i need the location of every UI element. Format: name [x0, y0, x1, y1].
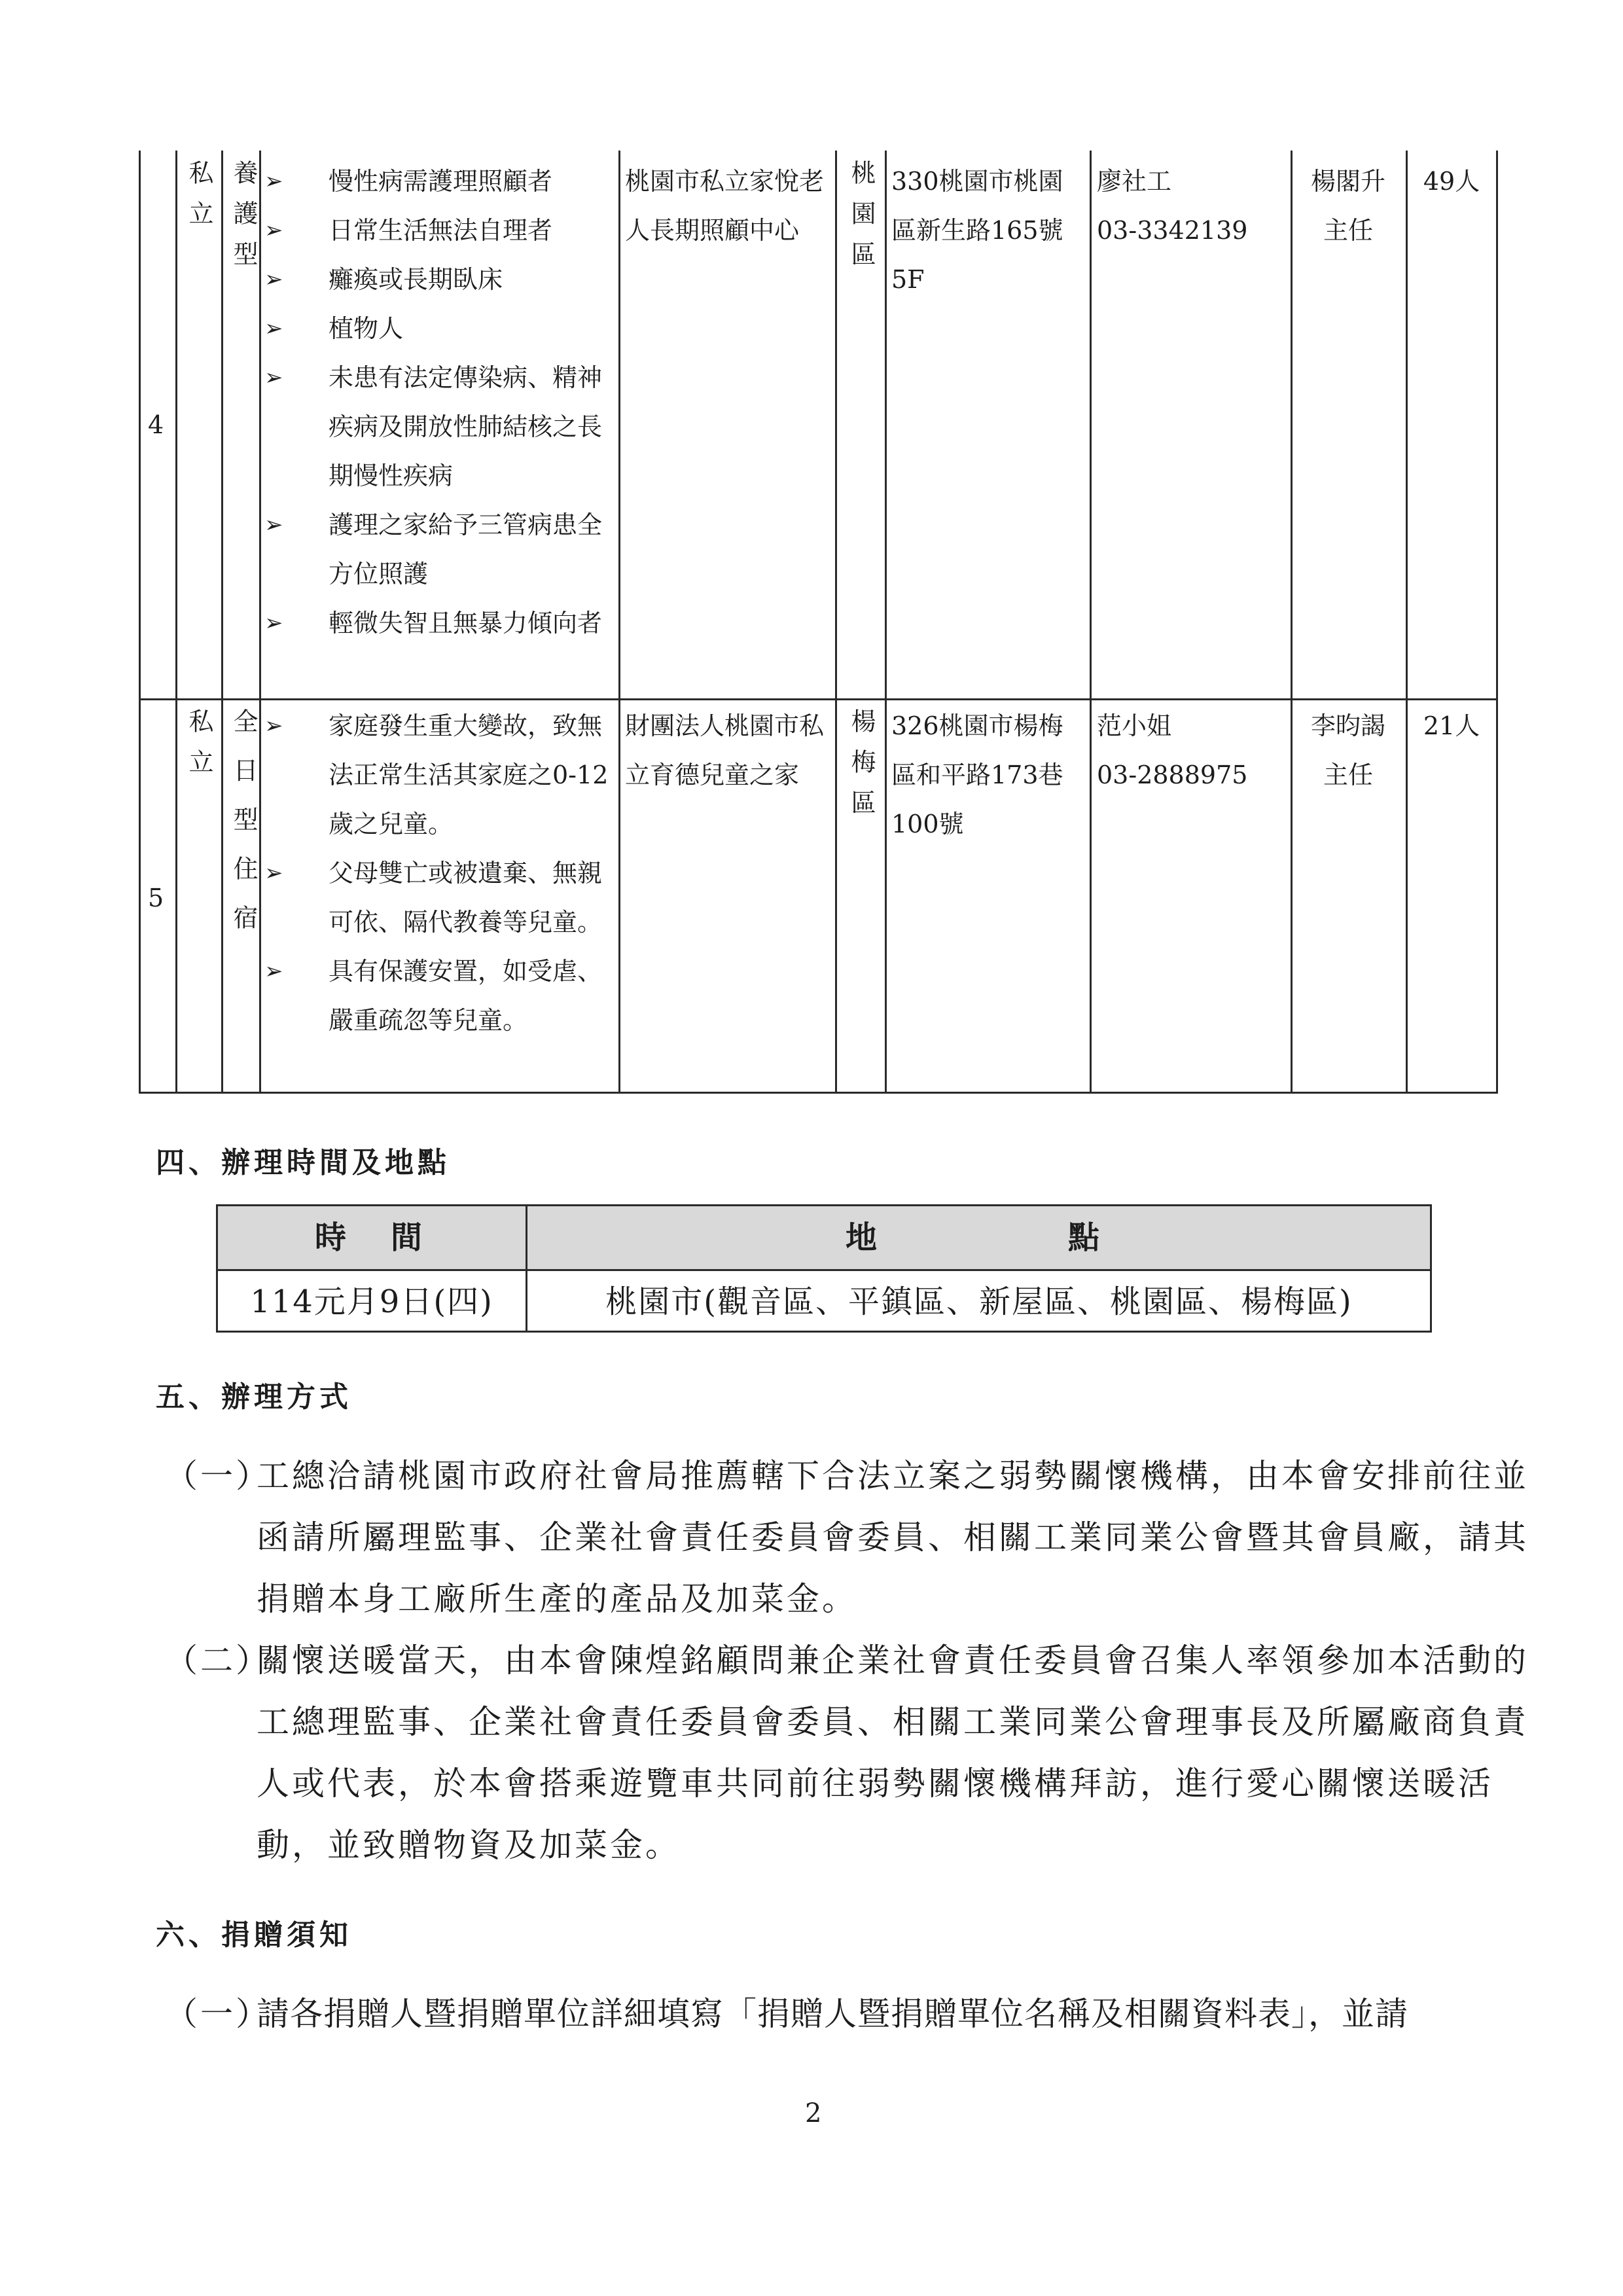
section-heading: 六、捐贈須知	[156, 1918, 352, 1952]
organization-cell: 桃園市私立家悅老人長期照顧中心	[625, 167, 825, 245]
criteria-item: ➢ 慢性病需護理照顧者	[264, 157, 615, 206]
paragraph-text: 工總洽請桃園市政府社會局推薦轄下合法立案之弱勢關懷機構，由本會安排前往並函請所屬理監事、企業社會責任委員會委員、相關工業同業公會暨其會員廠，請其捐贈本身工廠所生產的產品及加菜金。	[257, 1457, 1529, 1618]
criteria-item: ➢ 植物人	[264, 304, 615, 353]
arrow-bullet-icon: ➢	[264, 713, 283, 739]
paragraph-text: 關懷送暖當天，由本會陳煌銘顧問兼企業社會責任委員會召集人率領參加本活動的工總理監事、企業社會責任委員會委員、相關工業同業公會理事長及所屬廠商負責人或代表，於本會搭乘遊覽車共同前往弱勢關懷機構拜訪，進行愛心關懷送暖活動，並致贈物資及加菜金。	[257, 1641, 1529, 1864]
column-header-place: 地 點	[845, 1219, 1113, 1256]
criteria-cell	[264, 157, 615, 648]
schedule-table	[216, 1204, 1432, 1333]
arrow-bullet-icon: ➢	[264, 217, 283, 243]
head-name: 楊閣升	[1310, 167, 1385, 196]
schedule-time: 114元月9日(四)	[250, 1283, 493, 1320]
contact-name: 廖社工	[1097, 167, 1172, 196]
head-title: 主任	[1323, 216, 1373, 245]
criteria-item: ➢ 家庭發生重大變故，致無法正常生活其家庭之0-12歲之兒童。	[264, 702, 615, 849]
arrow-bullet-icon: ➢	[264, 365, 283, 391]
address-cell: 330桃園市桃園區新生路165號5F	[891, 167, 1063, 294]
type-cell: 養護型	[229, 160, 258, 281]
criteria-cell	[264, 702, 615, 1045]
arrow-bullet-icon: ➢	[264, 168, 283, 194]
column-header-time: 時 間	[314, 1219, 429, 1256]
arrow-bullet-icon: ➢	[264, 266, 283, 293]
contact-name: 范小姐	[1097, 711, 1172, 740]
row-number: 5	[148, 884, 164, 912]
paragraph	[165, 1630, 1565, 1876]
arrow-bullet-icon: ➢	[264, 860, 283, 886]
count-cell: 21人	[1423, 711, 1480, 740]
address-cell: 326桃園市楊梅區和平路173巷100號	[891, 711, 1063, 838]
type-cell: 全日型住宿	[229, 708, 258, 954]
row-number: 4	[148, 410, 164, 439]
criteria-item: ➢ 父母雙亡或被遺棄、無親可依、隔代教養等兒童。	[264, 849, 615, 947]
paragraph-label: （二）	[165, 1641, 271, 1679]
page-number: 2	[805, 2098, 822, 2128]
criteria-item: ➢ 具有保護安置，如受虐、嚴重疏忽等兒童。	[264, 947, 615, 1045]
nature-cell: 私立	[185, 160, 213, 241]
contact-phone: 03-3342139	[1097, 216, 1248, 245]
arrow-bullet-icon: ➢	[264, 315, 283, 342]
criteria-item: ➢ 未患有法定傳染病、精神疾病及開放性肺結核之長期慢性疾病	[264, 353, 615, 501]
head-name: 李昀謁	[1310, 711, 1385, 740]
count-cell: 49人	[1423, 167, 1480, 196]
paragraph-label: （一）	[165, 1457, 271, 1495]
arrow-bullet-icon: ➢	[264, 958, 283, 984]
paragraph-label: （一）	[165, 1995, 271, 2033]
district-cell: 楊梅區	[847, 708, 876, 830]
criteria-item: ➢ 癱瘓或長期臥床	[264, 255, 615, 304]
nature-cell: 私立	[185, 708, 213, 789]
paragraph	[165, 1445, 1565, 1630]
arrow-bullet-icon: ➢	[264, 512, 283, 538]
criteria-item: ➢ 日常生活無法自理者	[264, 206, 615, 255]
contact-phone: 03-2888975	[1097, 761, 1248, 789]
section-heading: 四、辦理時間及地點	[156, 1146, 450, 1179]
section-heading: 五、辦理方式	[156, 1380, 352, 1414]
schedule-place: 桃園市(觀音區、平鎮區、新屋區、桃園區、楊梅區)	[605, 1283, 1353, 1320]
head-title: 主任	[1323, 761, 1373, 789]
criteria-item: ➢ 輕微失智且無暴力傾向者	[264, 599, 615, 648]
arrow-bullet-icon: ➢	[264, 610, 283, 636]
organization-cell: 財團法人桃園市私立育德兒童之家	[625, 711, 825, 789]
criteria-item: ➢ 護理之家給予三管病患全方位照護	[264, 501, 615, 599]
district-cell: 桃園區	[847, 160, 876, 281]
paragraph-text: 請各捐贈人暨捐贈單位詳細填寫「捐贈人暨捐贈單位名稱及相關資料表」，並請	[257, 1995, 1408, 2033]
paragraph	[165, 1983, 1565, 2045]
